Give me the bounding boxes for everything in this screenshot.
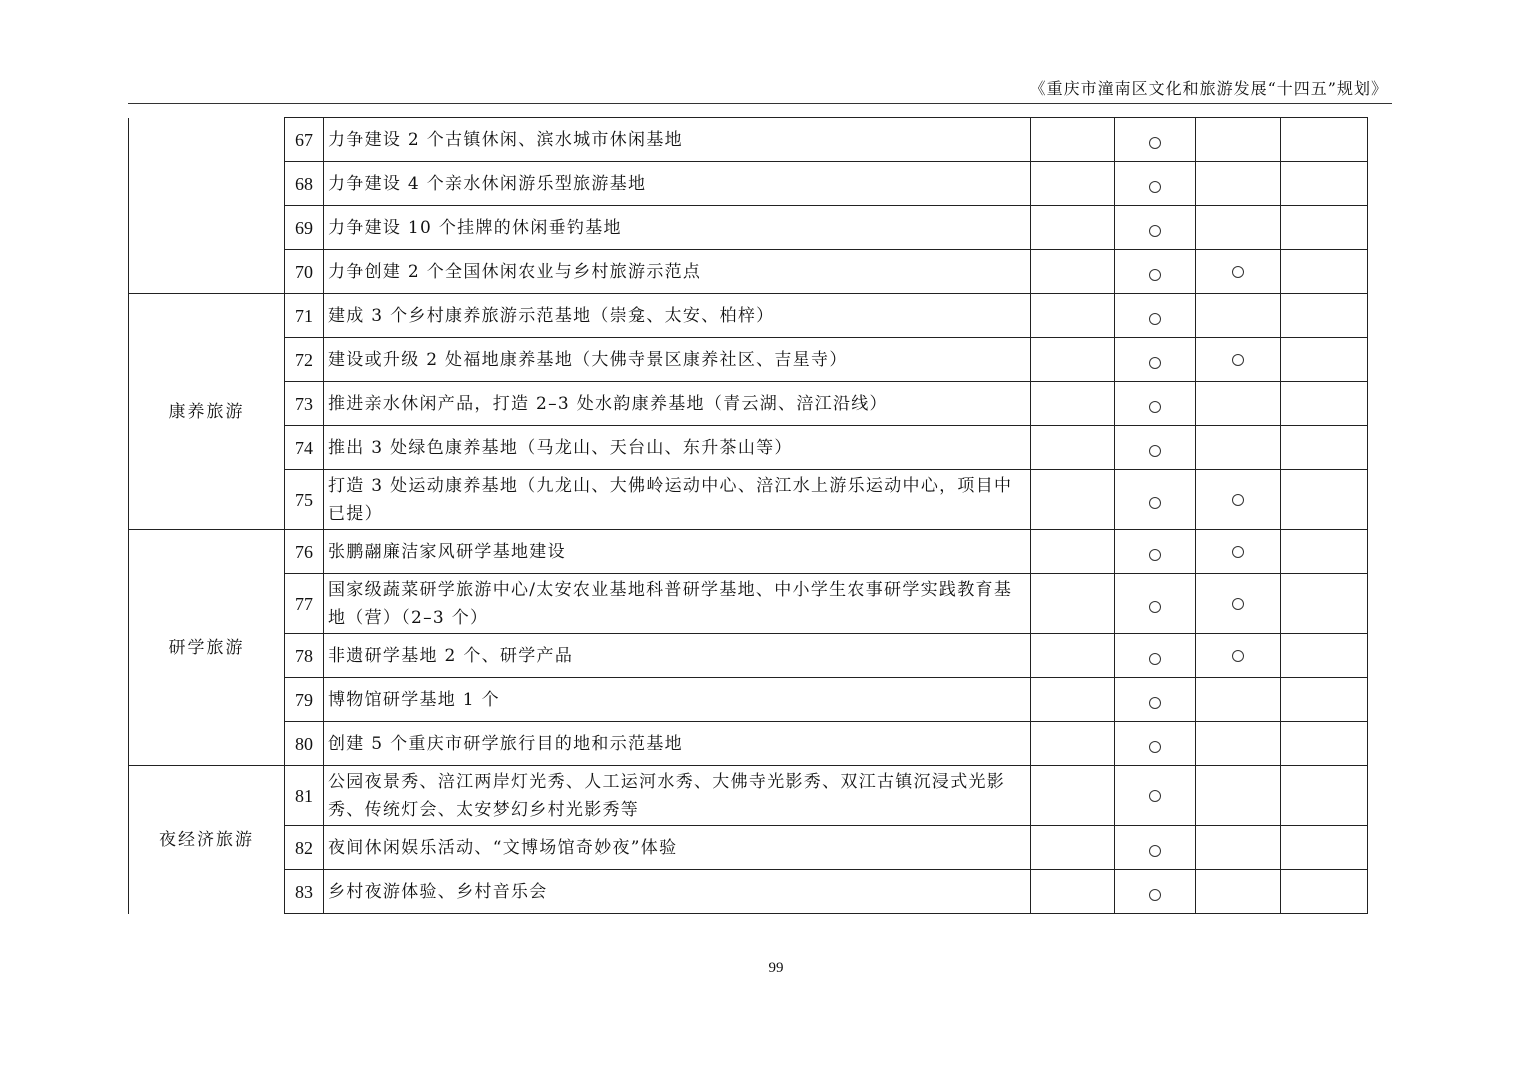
circle-mark-icon xyxy=(1149,790,1161,802)
project-table-container xyxy=(128,117,1368,914)
circle-mark-icon xyxy=(1149,401,1161,413)
row-description: 博物馆研学基地 1 个 xyxy=(324,678,1031,722)
row-number: 79 xyxy=(285,678,324,722)
row-description: 力争建设 2 个古镇休闲、滨水城市休闲基地 xyxy=(324,118,1031,162)
mark-cell-4 xyxy=(1281,118,1368,162)
mark-cell-4 xyxy=(1281,870,1368,914)
circle-mark-icon xyxy=(1149,601,1161,613)
mark-cell-4 xyxy=(1281,338,1368,382)
mark-cell-4 xyxy=(1281,206,1368,250)
category-label: 夜经济旅游 xyxy=(159,829,254,850)
header-divider xyxy=(128,103,1392,104)
mark-cell-4 xyxy=(1281,574,1368,634)
mark-cell-2 xyxy=(1115,678,1196,722)
row-number: 70 xyxy=(285,250,324,294)
circle-mark-icon xyxy=(1232,354,1244,366)
mark-cell-1 xyxy=(1031,250,1115,294)
mark-cell-1 xyxy=(1031,826,1115,870)
mark-cell-4 xyxy=(1281,722,1368,766)
mark-cell-3 xyxy=(1196,162,1281,206)
mark-cell-4 xyxy=(1281,766,1368,826)
category-cell xyxy=(129,766,285,914)
row-description: 张鹏翮廉洁家风研学基地建设 xyxy=(324,530,1031,574)
row-description: 推进亲水休闲产品，打造 2–3 处水韵康养基地（青云湖、涪江沿线） xyxy=(324,382,1031,426)
mark-cell-4 xyxy=(1281,826,1368,870)
mark-cell-4 xyxy=(1281,250,1368,294)
mark-cell-2 xyxy=(1115,118,1196,162)
project-table-body xyxy=(129,118,1368,914)
circle-mark-icon xyxy=(1149,313,1161,325)
mark-cell-3 xyxy=(1196,426,1281,470)
row-description: 非遗研学基地 2 个、研学产品 xyxy=(324,634,1031,678)
mark-cell-4 xyxy=(1281,426,1368,470)
mark-cell-1 xyxy=(1031,338,1115,382)
mark-cell-2 xyxy=(1115,338,1196,382)
mark-cell-3 xyxy=(1196,870,1281,914)
mark-cell-3 xyxy=(1196,634,1281,678)
mark-cell-3 xyxy=(1196,766,1281,826)
mark-cell-4 xyxy=(1281,530,1368,574)
mark-cell-4 xyxy=(1281,634,1368,678)
row-description: 建成 3 个乡村康养旅游示范基地（崇龛、太安、柏梓） xyxy=(324,294,1031,338)
mark-cell-1 xyxy=(1031,162,1115,206)
row-number: 77 xyxy=(285,574,324,634)
mark-cell-2 xyxy=(1115,634,1196,678)
circle-mark-icon xyxy=(1149,225,1161,237)
mark-cell-3 xyxy=(1196,338,1281,382)
mark-cell-1 xyxy=(1031,678,1115,722)
category-cell xyxy=(129,294,285,530)
mark-cell-3 xyxy=(1196,470,1281,530)
mark-cell-1 xyxy=(1031,470,1115,530)
mark-cell-3 xyxy=(1196,382,1281,426)
mark-cell-2 xyxy=(1115,250,1196,294)
mark-cell-2 xyxy=(1115,826,1196,870)
circle-mark-icon xyxy=(1149,137,1161,149)
mark-cell-1 xyxy=(1031,382,1115,426)
mark-cell-1 xyxy=(1031,870,1115,914)
project-table xyxy=(128,117,1368,914)
category-label: 研学旅游 xyxy=(168,637,245,658)
circle-mark-icon xyxy=(1149,357,1161,369)
row-number: 76 xyxy=(285,530,324,574)
mark-cell-2 xyxy=(1115,206,1196,250)
row-description: 国家级蔬菜研学旅游中心/太安农业基地科普研学基地、中小学生农事研学实践教育基地（营）（2–3 个） xyxy=(324,574,1031,634)
mark-cell-4 xyxy=(1281,382,1368,426)
mark-cell-2 xyxy=(1115,162,1196,206)
circle-mark-icon xyxy=(1149,741,1161,753)
circle-mark-icon xyxy=(1149,653,1161,665)
circle-mark-icon xyxy=(1149,845,1161,857)
mark-cell-1 xyxy=(1031,574,1115,634)
circle-mark-icon xyxy=(1149,181,1161,193)
circle-mark-icon xyxy=(1232,650,1244,662)
circle-mark-icon xyxy=(1232,494,1244,506)
mark-cell-3 xyxy=(1196,118,1281,162)
mark-cell-3 xyxy=(1196,826,1281,870)
mark-cell-4 xyxy=(1281,162,1368,206)
mark-cell-3 xyxy=(1196,206,1281,250)
page-number: 99 xyxy=(768,960,784,976)
mark-cell-2 xyxy=(1115,722,1196,766)
mark-cell-3 xyxy=(1196,250,1281,294)
row-description: 力争建设 10 个挂牌的休闲垂钓基地 xyxy=(324,206,1031,250)
circle-mark-icon xyxy=(1149,269,1161,281)
row-number: 72 xyxy=(285,338,324,382)
row-number: 74 xyxy=(285,426,324,470)
document-header-title: 《重庆市潼南区文化和旅游发展“十四五”规划》 xyxy=(1029,79,1388,98)
circle-mark-icon xyxy=(1149,497,1161,509)
circle-mark-icon xyxy=(1149,549,1161,561)
row-description: 建设或升级 2 处福地康养基地（大佛寺景区康养社区、吉星寺） xyxy=(324,338,1031,382)
mark-cell-2 xyxy=(1115,574,1196,634)
mark-cell-2 xyxy=(1115,530,1196,574)
circle-mark-icon xyxy=(1149,445,1161,457)
mark-cell-1 xyxy=(1031,294,1115,338)
category-cell xyxy=(129,118,285,294)
row-number: 81 xyxy=(285,766,324,826)
row-number: 83 xyxy=(285,870,324,914)
category-label: 康养旅游 xyxy=(168,401,245,422)
mark-cell-1 xyxy=(1031,722,1115,766)
mark-cell-4 xyxy=(1281,678,1368,722)
row-number: 68 xyxy=(285,162,324,206)
row-description: 创建 5 个重庆市研学旅行目的地和示范基地 xyxy=(324,722,1031,766)
mark-cell-4 xyxy=(1281,294,1368,338)
mark-cell-4 xyxy=(1281,470,1368,530)
row-description: 推出 3 处绿色康养基地（马龙山、天台山、东升茶山等） xyxy=(324,426,1031,470)
mark-cell-2 xyxy=(1115,426,1196,470)
row-number: 67 xyxy=(285,118,324,162)
mark-cell-3 xyxy=(1196,294,1281,338)
row-number: 78 xyxy=(285,634,324,678)
circle-mark-icon xyxy=(1149,889,1161,901)
row-description: 公园夜景秀、涪江两岸灯光秀、人工运河水秀、大佛寺光影秀、双江古镇沉浸式光影秀、传统灯会、太安梦幻乡村光影秀等 xyxy=(324,766,1031,826)
mark-cell-3 xyxy=(1196,530,1281,574)
mark-cell-1 xyxy=(1031,426,1115,470)
row-number: 71 xyxy=(285,294,324,338)
circle-mark-icon xyxy=(1149,697,1161,709)
row-number: 75 xyxy=(285,470,324,530)
mark-cell-3 xyxy=(1196,722,1281,766)
row-number: 69 xyxy=(285,206,324,250)
circle-mark-icon xyxy=(1232,598,1244,610)
row-number: 82 xyxy=(285,826,324,870)
mark-cell-3 xyxy=(1196,574,1281,634)
mark-cell-2 xyxy=(1115,766,1196,826)
row-description: 力争建设 4 个亲水休闲游乐型旅游基地 xyxy=(324,162,1031,206)
row-number: 73 xyxy=(285,382,324,426)
mark-cell-2 xyxy=(1115,470,1196,530)
mark-cell-1 xyxy=(1031,530,1115,574)
mark-cell-1 xyxy=(1031,206,1115,250)
row-description: 乡村夜游体验、乡村音乐会 xyxy=(324,870,1031,914)
mark-cell-1 xyxy=(1031,634,1115,678)
mark-cell-2 xyxy=(1115,382,1196,426)
mark-cell-1 xyxy=(1031,118,1115,162)
mark-cell-2 xyxy=(1115,870,1196,914)
row-number: 80 xyxy=(285,722,324,766)
mark-cell-1 xyxy=(1031,766,1115,826)
row-description: 打造 3 处运动康养基地（九龙山、大佛岭运动中心、涪江水上游乐运动中心，项目中已提） xyxy=(324,470,1031,530)
circle-mark-icon xyxy=(1232,266,1244,278)
row-description: 夜间休闲娱乐活动、“文博场馆奇妙夜”体验 xyxy=(324,826,1031,870)
circle-mark-icon xyxy=(1232,546,1244,558)
category-cell xyxy=(129,530,285,766)
mark-cell-2 xyxy=(1115,294,1196,338)
row-description: 力争创建 2 个全国休闲农业与乡村旅游示范点 xyxy=(324,250,1031,294)
mark-cell-3 xyxy=(1196,678,1281,722)
